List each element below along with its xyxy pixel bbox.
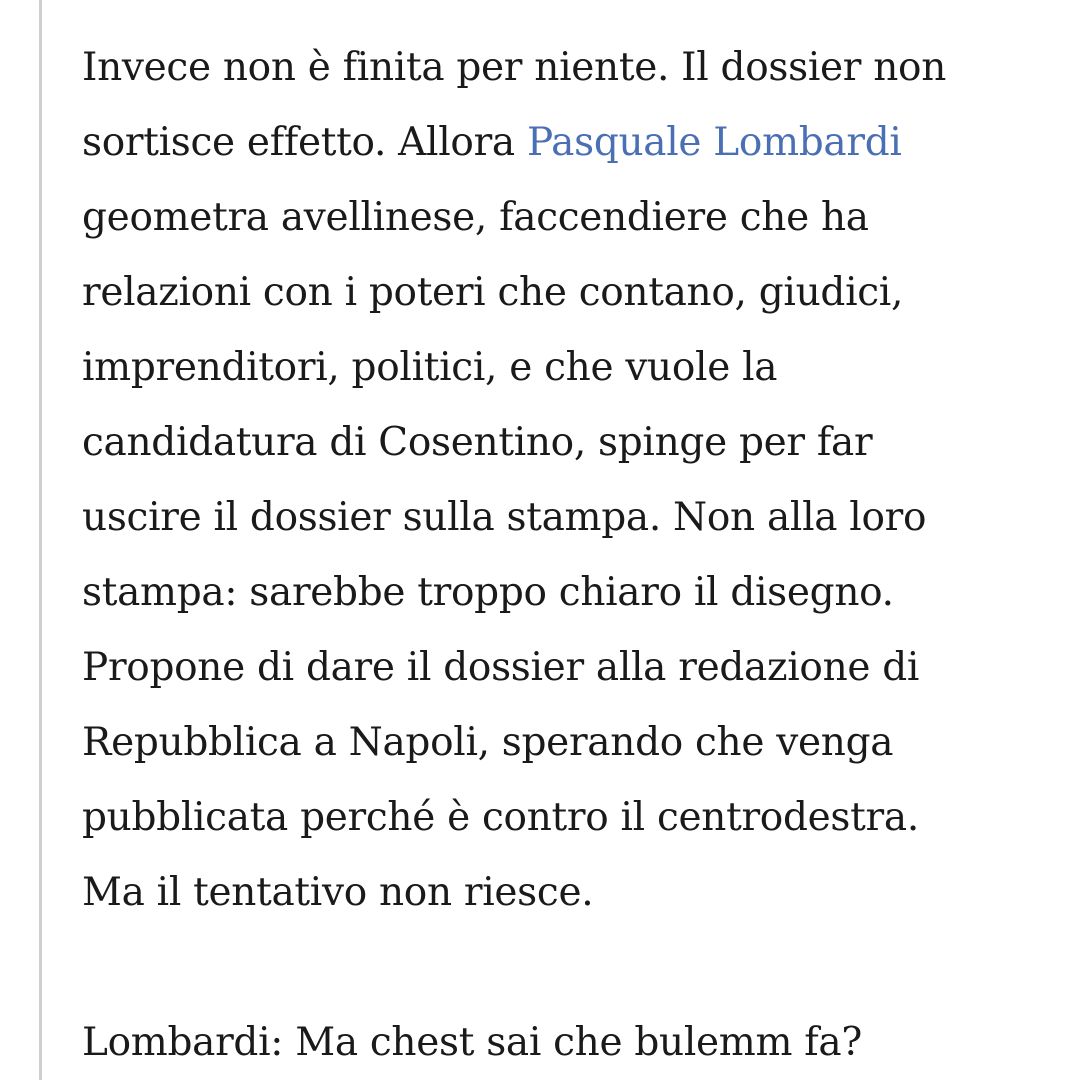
paragraph-line: geometra avellinese, faccendiere che ha (82, 195, 869, 240)
article-paragraph (82, 1005, 1042, 1080)
article-body (82, 30, 1042, 1080)
paragraph-line: stampa: sarebbe troppo chiaro il disegno. (82, 570, 894, 615)
left-border-rule (39, 0, 42, 1080)
paragraph-line: candidatura di Cosentino, spinge per far (82, 420, 873, 465)
paragraph-line: imprenditori, politici, e che vuole la (82, 345, 778, 390)
paragraph-line: Invece non è finita per niente. Il dossier non (82, 45, 947, 90)
paragraph-line: relazioni con i poteri che contano, giudici, (82, 270, 904, 315)
paragraph-line: uscire il dossier sulla stampa. Non alla loro (82, 495, 927, 540)
paragraph-line: pubblicata perché è contro il centrodestra. (82, 795, 919, 840)
dialogue-line: Lombardi: Ma chest sai che bulemm fa? (82, 1020, 862, 1065)
paragraph-spacer (82, 930, 1042, 1005)
paragraph-line: Propone di dare il dossier alla redazione di (82, 645, 920, 690)
paragraph-line: Ma il tentativo non riesce. (82, 870, 594, 915)
paragraph-line: Repubblica a Napoli, sperando che venga (82, 720, 894, 765)
paragraph-line-text: sortisce effetto. Allora (82, 120, 527, 165)
paragraph-line (82, 105, 1042, 180)
person-link-pasquale-lombardi[interactable]: Pasquale Lombardi (526, 120, 902, 165)
article-paragraph (82, 30, 1042, 930)
